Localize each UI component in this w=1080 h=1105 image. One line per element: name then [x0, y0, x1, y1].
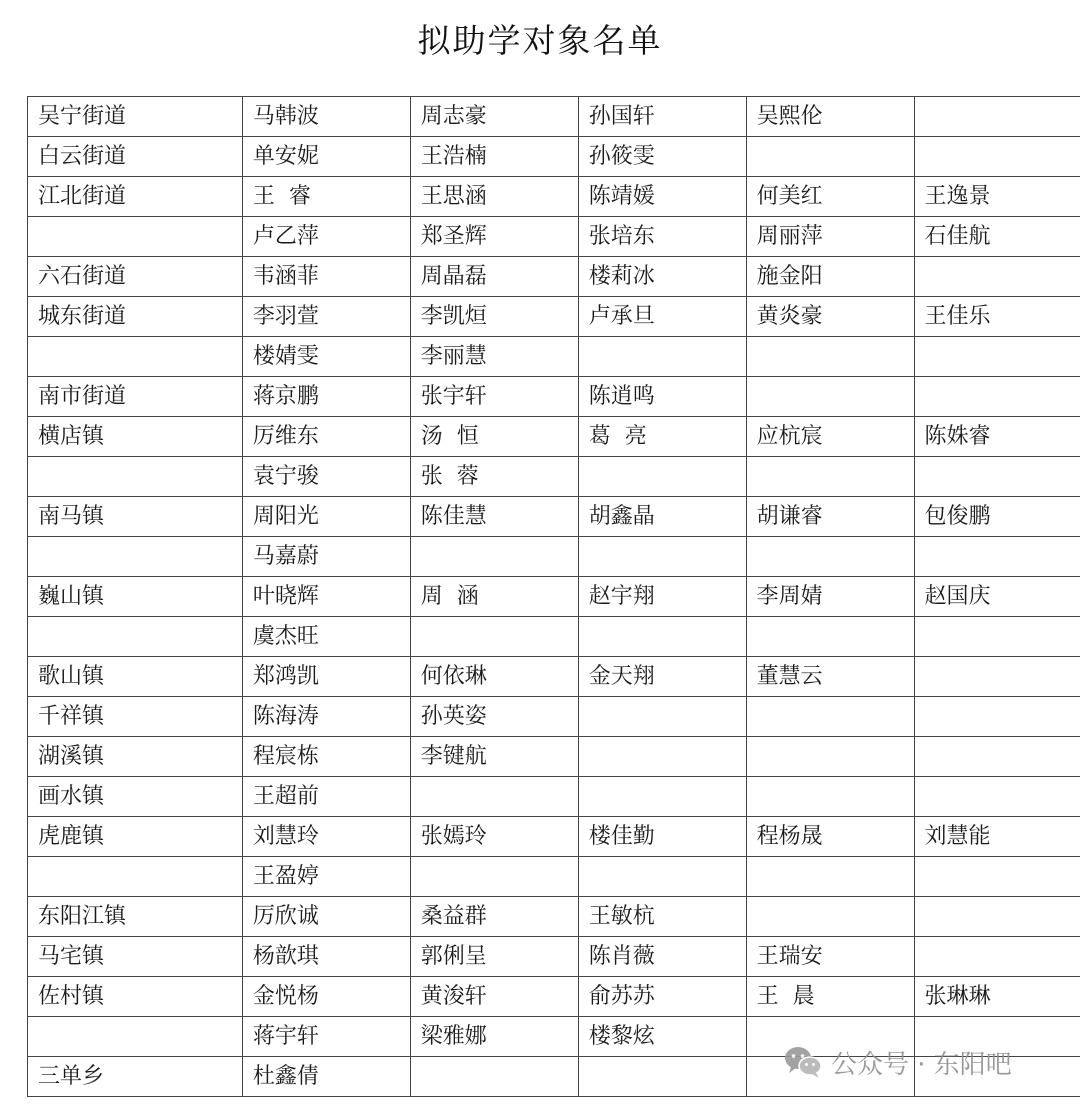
- district-cell: 佐村镇: [28, 977, 243, 1017]
- student-name-cell: 董慧云: [746, 657, 914, 697]
- student-name-cell: 李周婧: [746, 577, 914, 617]
- district-cell: [28, 537, 243, 577]
- table-row: [28, 457, 1080, 497]
- student-name-cell: 王逸景: [914, 177, 1080, 217]
- student-name-cell: [410, 617, 578, 657]
- student-name-cell: [914, 697, 1080, 737]
- student-name-cell: [914, 857, 1080, 897]
- student-name-cell: [578, 777, 746, 817]
- student-name-cell: [578, 457, 746, 497]
- student-name-cell: 何依琳: [410, 657, 578, 697]
- student-name-cell: [914, 937, 1080, 977]
- student-name-cell: [410, 1057, 578, 1097]
- student-name-cell: 何美红: [746, 177, 914, 217]
- district-cell: [28, 457, 243, 497]
- student-name-cell: [746, 377, 914, 417]
- student-name-cell: 刘慧能: [914, 817, 1080, 857]
- district-cell: 横店镇: [28, 417, 243, 457]
- student-name-cell: 胡鑫晶: [578, 497, 746, 537]
- student-name-cell: [914, 777, 1080, 817]
- student-name-cell: 蒋京鹏: [242, 377, 410, 417]
- table-row: [28, 377, 1080, 417]
- district-cell: 吴宁街道: [28, 97, 243, 137]
- district-cell: 虎鹿镇: [28, 817, 243, 857]
- student-name-cell: 陈靖媛: [578, 177, 746, 217]
- student-name-cell: 程宸栋: [242, 737, 410, 777]
- district-cell: 歌山镇: [28, 657, 243, 697]
- student-name-cell: 金悦杨: [242, 977, 410, 1017]
- student-name-cell: [914, 617, 1080, 657]
- student-name-cell: 王 晨: [746, 977, 914, 1017]
- student-name-cell: 郑圣辉: [410, 217, 578, 257]
- student-name-cell: 蒋宇轩: [242, 1017, 410, 1057]
- district-cell: 湖溪镇: [28, 737, 243, 777]
- table-row: [28, 97, 1080, 137]
- table-row: [28, 617, 1080, 657]
- district-cell: 巍山镇: [28, 577, 243, 617]
- district-cell: 六石街道: [28, 257, 243, 297]
- table-row: [28, 817, 1080, 857]
- student-name-cell: 杜鑫倩: [242, 1057, 410, 1097]
- student-name-cell: [746, 337, 914, 377]
- student-name-cell: 王 睿: [242, 177, 410, 217]
- student-name-cell: [914, 337, 1080, 377]
- student-name-cell: 张培东: [578, 217, 746, 257]
- student-name-cell: 王浩楠: [410, 137, 578, 177]
- student-name-cell: [410, 857, 578, 897]
- wechat-icon: [783, 1045, 823, 1079]
- student-name-cell: [578, 337, 746, 377]
- district-cell: [28, 217, 243, 257]
- student-name-cell: 杨歆琪: [242, 937, 410, 977]
- student-name-cell: 赵宇翔: [578, 577, 746, 617]
- student-name-cell: [746, 537, 914, 577]
- student-name-cell: 黄浚轩: [410, 977, 578, 1017]
- student-name-cell: 卢乙萍: [242, 217, 410, 257]
- district-cell: 千祥镇: [28, 697, 243, 737]
- district-cell: 马宅镇: [28, 937, 243, 977]
- student-name-cell: 王瑞安: [746, 937, 914, 977]
- student-name-cell: 桑益群: [410, 897, 578, 937]
- table-row: [28, 937, 1080, 977]
- student-name-cell: 黄炎豪: [746, 297, 914, 337]
- student-name-cell: [578, 617, 746, 657]
- watermark-text: 公众号 · 东阳吧: [831, 1049, 1012, 1080]
- page-title: 拟助学对象名单: [417, 21, 663, 60]
- student-name-cell: 韦涵菲: [242, 257, 410, 297]
- student-name-cell: 厉欣诚: [242, 897, 410, 937]
- student-name-cell: 叶晓辉: [242, 577, 410, 617]
- district-cell: 东阳江镇: [28, 897, 243, 937]
- district-cell: [28, 617, 243, 657]
- table-row: [28, 137, 1080, 177]
- student-name-cell: 郭俐呈: [410, 937, 578, 977]
- student-name-cell: 孙英姿: [410, 697, 578, 737]
- table-row: [28, 537, 1080, 577]
- student-name-cell: [914, 737, 1080, 777]
- student-name-cell: 李丽慧: [410, 337, 578, 377]
- table-row: [28, 857, 1080, 897]
- student-name-cell: [914, 457, 1080, 497]
- table-row: [28, 217, 1080, 257]
- student-name-cell: 陈佳慧: [410, 497, 578, 537]
- student-name-cell: 张宇轩: [410, 377, 578, 417]
- student-name-cell: 王超前: [242, 777, 410, 817]
- student-name-cell: 胡谦睿: [746, 497, 914, 537]
- student-name-cell: [914, 257, 1080, 297]
- student-name-cell: 周志豪: [410, 97, 578, 137]
- table-row: [28, 897, 1080, 937]
- student-name-cell: [914, 537, 1080, 577]
- student-name-cell: [578, 537, 746, 577]
- student-name-cell: 陈姝睿: [914, 417, 1080, 457]
- student-name-cell: 张 蓉: [410, 457, 578, 497]
- student-name-cell: [746, 897, 914, 937]
- student-name-cell: 梁雅娜: [410, 1017, 578, 1057]
- table-row: [28, 177, 1080, 217]
- table-row: [28, 257, 1080, 297]
- student-name-cell: [746, 777, 914, 817]
- district-cell: 江北街道: [28, 177, 243, 217]
- student-name-cell: 刘慧玲: [242, 817, 410, 857]
- district-cell: [28, 857, 243, 897]
- student-name-cell: 李羽萱: [242, 297, 410, 337]
- table-row: [28, 697, 1080, 737]
- student-name-cell: 马韩波: [242, 97, 410, 137]
- student-name-cell: [578, 1057, 746, 1097]
- student-name-cell: 马嘉蔚: [242, 537, 410, 577]
- student-name-cell: 王思涵: [410, 177, 578, 217]
- student-name-cell: 周 涵: [410, 577, 578, 617]
- student-name-cell: 周晶磊: [410, 257, 578, 297]
- student-name-cell: 王佳乐: [914, 297, 1080, 337]
- table-row: [28, 577, 1080, 617]
- student-name-cell: 金天翔: [578, 657, 746, 697]
- district-cell: [28, 1017, 243, 1057]
- student-name-cell: 李凯烜: [410, 297, 578, 337]
- student-name-cell: 施金阳: [746, 257, 914, 297]
- table-row: [28, 737, 1080, 777]
- student-name-cell: [746, 737, 914, 777]
- district-cell: 南市街道: [28, 377, 243, 417]
- student-name-cell: [578, 857, 746, 897]
- student-name-cell: 郑鸿凯: [242, 657, 410, 697]
- student-name-cell: [746, 137, 914, 177]
- table-row: [28, 977, 1080, 1017]
- student-name-cell: 袁宁骏: [242, 457, 410, 497]
- student-name-cell: 陈海涛: [242, 697, 410, 737]
- district-cell: [28, 337, 243, 377]
- district-cell: 三单乡: [28, 1057, 243, 1097]
- student-name-cell: 楼佳勤: [578, 817, 746, 857]
- student-name-cell: [914, 657, 1080, 697]
- table-row: [28, 657, 1080, 697]
- student-name-cell: [914, 377, 1080, 417]
- student-name-cell: 石佳航: [914, 217, 1080, 257]
- student-name-cell: 卢承旦: [578, 297, 746, 337]
- student-name-cell: 俞苏苏: [578, 977, 746, 1017]
- student-name-cell: 张琳琳: [914, 977, 1080, 1017]
- student-name-cell: 程杨晟: [746, 817, 914, 857]
- table-row: [28, 297, 1080, 337]
- student-name-cell: [746, 697, 914, 737]
- table-row: [28, 497, 1080, 537]
- student-name-cell: [914, 97, 1080, 137]
- student-name-cell: 楼莉冰: [578, 257, 746, 297]
- student-name-cell: [746, 617, 914, 657]
- student-name-cell: 葛 亮: [578, 417, 746, 457]
- table-row: [28, 337, 1080, 377]
- student-name-cell: 包俊鹏: [914, 497, 1080, 537]
- student-name-cell: 厉维东: [242, 417, 410, 457]
- district-cell: 城东街道: [28, 297, 243, 337]
- student-name-cell: 赵国庆: [914, 577, 1080, 617]
- student-name-cell: 吴熙伦: [746, 97, 914, 137]
- student-name-cell: 应杭宸: [746, 417, 914, 457]
- district-cell: 白云街道: [28, 137, 243, 177]
- student-roster-table: [27, 96, 1080, 1097]
- student-name-cell: [410, 537, 578, 577]
- student-name-cell: 王盈婷: [242, 857, 410, 897]
- student-name-cell: [410, 777, 578, 817]
- student-name-cell: [578, 697, 746, 737]
- student-name-cell: [746, 857, 914, 897]
- student-name-cell: 张嫣玲: [410, 817, 578, 857]
- student-name-cell: [746, 457, 914, 497]
- student-name-cell: 汤 恒: [410, 417, 578, 457]
- student-name-cell: 孙国轩: [578, 97, 746, 137]
- student-name-cell: 陈逍鸣: [578, 377, 746, 417]
- watermark: [783, 1042, 1012, 1082]
- student-name-cell: 单安妮: [242, 137, 410, 177]
- student-name-cell: [578, 737, 746, 777]
- district-cell: 南马镇: [28, 497, 243, 537]
- student-name-cell: 周丽萍: [746, 217, 914, 257]
- student-name-cell: 李键航: [410, 737, 578, 777]
- student-name-cell: [914, 897, 1080, 937]
- table-row: [28, 777, 1080, 817]
- student-name-cell: 楼婧雯: [242, 337, 410, 377]
- student-name-cell: 周阳光: [242, 497, 410, 537]
- student-name-cell: [914, 137, 1080, 177]
- student-name-cell: 虞杰旺: [242, 617, 410, 657]
- student-name-cell: 楼黎炫: [578, 1017, 746, 1057]
- student-name-cell: 陈肖薇: [578, 937, 746, 977]
- table-row: [28, 417, 1080, 457]
- student-name-cell: 王敏杭: [578, 897, 746, 937]
- district-cell: 画水镇: [28, 777, 243, 817]
- student-name-cell: 孙筱雯: [578, 137, 746, 177]
